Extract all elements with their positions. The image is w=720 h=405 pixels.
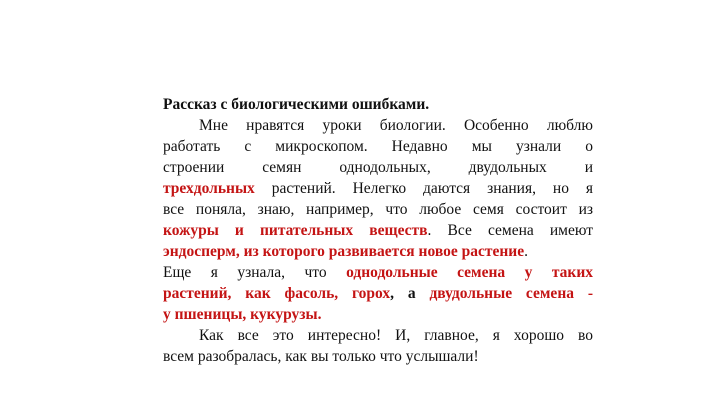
story-title: Рассказ с биологическими ошибками. (163, 96, 430, 113)
text-line: работать с микроскопом. Недавно мы узнали о (163, 138, 593, 155)
text-line: строении семян однодольных, двудольных и (163, 159, 593, 176)
error-highlight: кожуры и питательных веществ (163, 222, 428, 239)
error-highlight: эндосперм, из которого развивается новое растение (163, 243, 525, 260)
text-fragment: . (524, 243, 528, 260)
text-fragment: растений. Нелегко даются знания, но я (254, 180, 593, 197)
text-line: все поняла, знаю, например, что любое семя состоит из (163, 201, 593, 218)
text-line (163, 304, 593, 325)
error-highlight: у пшеницы, кукурузы. (163, 306, 322, 323)
error-highlight: однодольные семена у таких (346, 264, 593, 281)
text-line (163, 283, 593, 304)
error-highlight: двудольные семена - (429, 285, 593, 302)
text-fragment: . Все семена имеют (427, 222, 594, 239)
text-line: Как все это интересно! И, главное, я хорошо во (199, 327, 593, 344)
paragraph-2 (163, 325, 593, 367)
document-body (163, 94, 593, 367)
text-fragment: Еще я узнала, что (163, 264, 347, 281)
text-fragment: , а (390, 285, 430, 302)
text-line (163, 178, 593, 199)
text-line (163, 220, 593, 241)
text-line (163, 262, 593, 283)
paragraph-1 (163, 115, 593, 325)
error-highlight: трехдольных (163, 180, 255, 197)
text-line (163, 241, 593, 262)
text-line: Мне нравятся уроки биологии. Особенно люблю (199, 117, 593, 134)
error-highlight: растений, как фасоль, горох (163, 285, 391, 302)
text-line: всем разобралась, как вы только что услышали! (163, 348, 479, 365)
